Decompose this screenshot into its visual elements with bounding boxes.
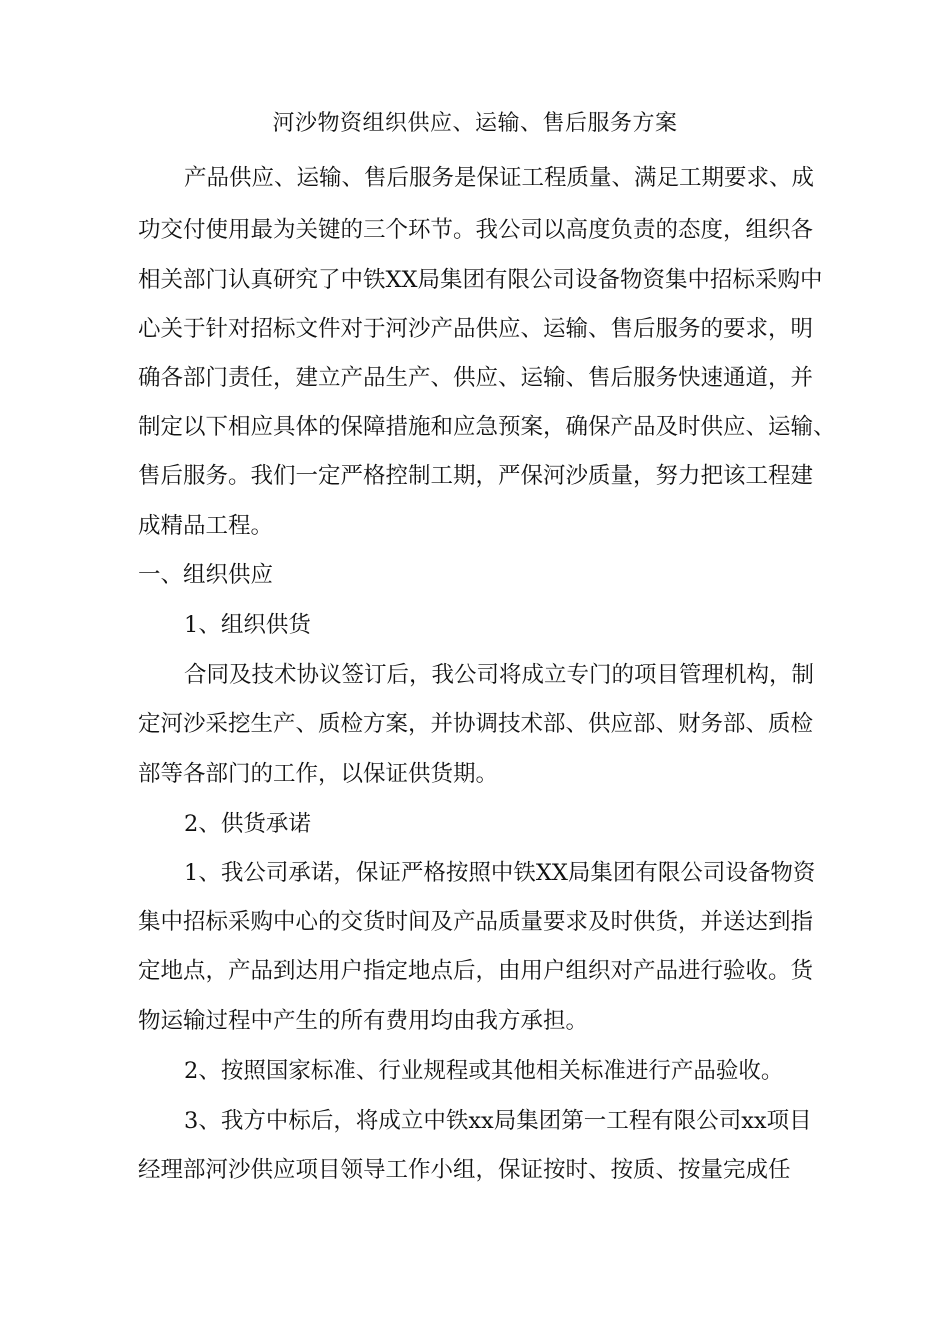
paragraph-line: 功交付使用最为关键的三个环节。我公司以高度负责的态度，组织各: [138, 217, 814, 243]
paragraph-line: 定地点，产品到达用户指定地点后，由用户组织对产品进行验收。货: [138, 958, 814, 984]
paragraph-line: 部等各部门的工作，以保证供货期。: [138, 761, 499, 787]
paragraph-line: 3、我方中标后，将成立中铁xx局集团第一工程有限公司xx项目: [184, 1108, 812, 1134]
paragraph-line: 2、按照国家标准、行业规程或其他相关标准进行产品验收。: [184, 1058, 784, 1084]
paragraph-line: 制定以下相应具体的保障措施和应急预案，确保产品及时供应、运输、: [138, 414, 836, 440]
paragraph-line: 成精品工程。: [138, 513, 274, 539]
paragraph-line: 心关于针对招标文件对于河沙产品供应、运输、售后服务的要求，明: [138, 316, 814, 342]
paragraph-line: 确各部门责任，建立产品生产、供应、运输、售后服务快速通道，并: [138, 365, 814, 391]
paragraph-line: 1、我公司承诺，保证严格按照中铁XX局集团有限公司设备物资: [184, 860, 816, 886]
section-heading: 一、组织供应: [138, 562, 274, 588]
paragraph-line: 集中招标采购中心的交货时间及产品质量要求及时供货，并送达到指: [138, 909, 814, 935]
paragraph-line: 定河沙采挖生产、质检方案，并协调技术部、供应部、财务部、质检: [138, 711, 814, 737]
subsection-heading: 1、组织供货: [184, 612, 311, 638]
document-title: 河沙物资组织供应、运输、售后服务方案: [272, 111, 678, 136]
paragraph-line: 经理部河沙供应项目领导工作小组，保证按时、按质、按量完成任: [138, 1157, 791, 1183]
paragraph-line: 物运输过程中产生的所有费用均由我方承担。: [138, 1008, 589, 1034]
subsection-heading: 2、供货承诺: [184, 811, 311, 837]
paragraph-line: 售后服务。我们一定严格控制工期，严保河沙质量，努力把该工程建: [138, 463, 814, 489]
paragraph-line: 相关部门认真研究了中铁XX局集团有限公司设备物资集中招标采购中: [138, 267, 823, 293]
paragraph-line: 合同及技术协议签订后，我公司将成立专门的项目管理机构，制: [184, 662, 815, 688]
paragraph-line: 产品供应、运输、售后服务是保证工程质量、满足工期要求、成: [184, 165, 815, 191]
